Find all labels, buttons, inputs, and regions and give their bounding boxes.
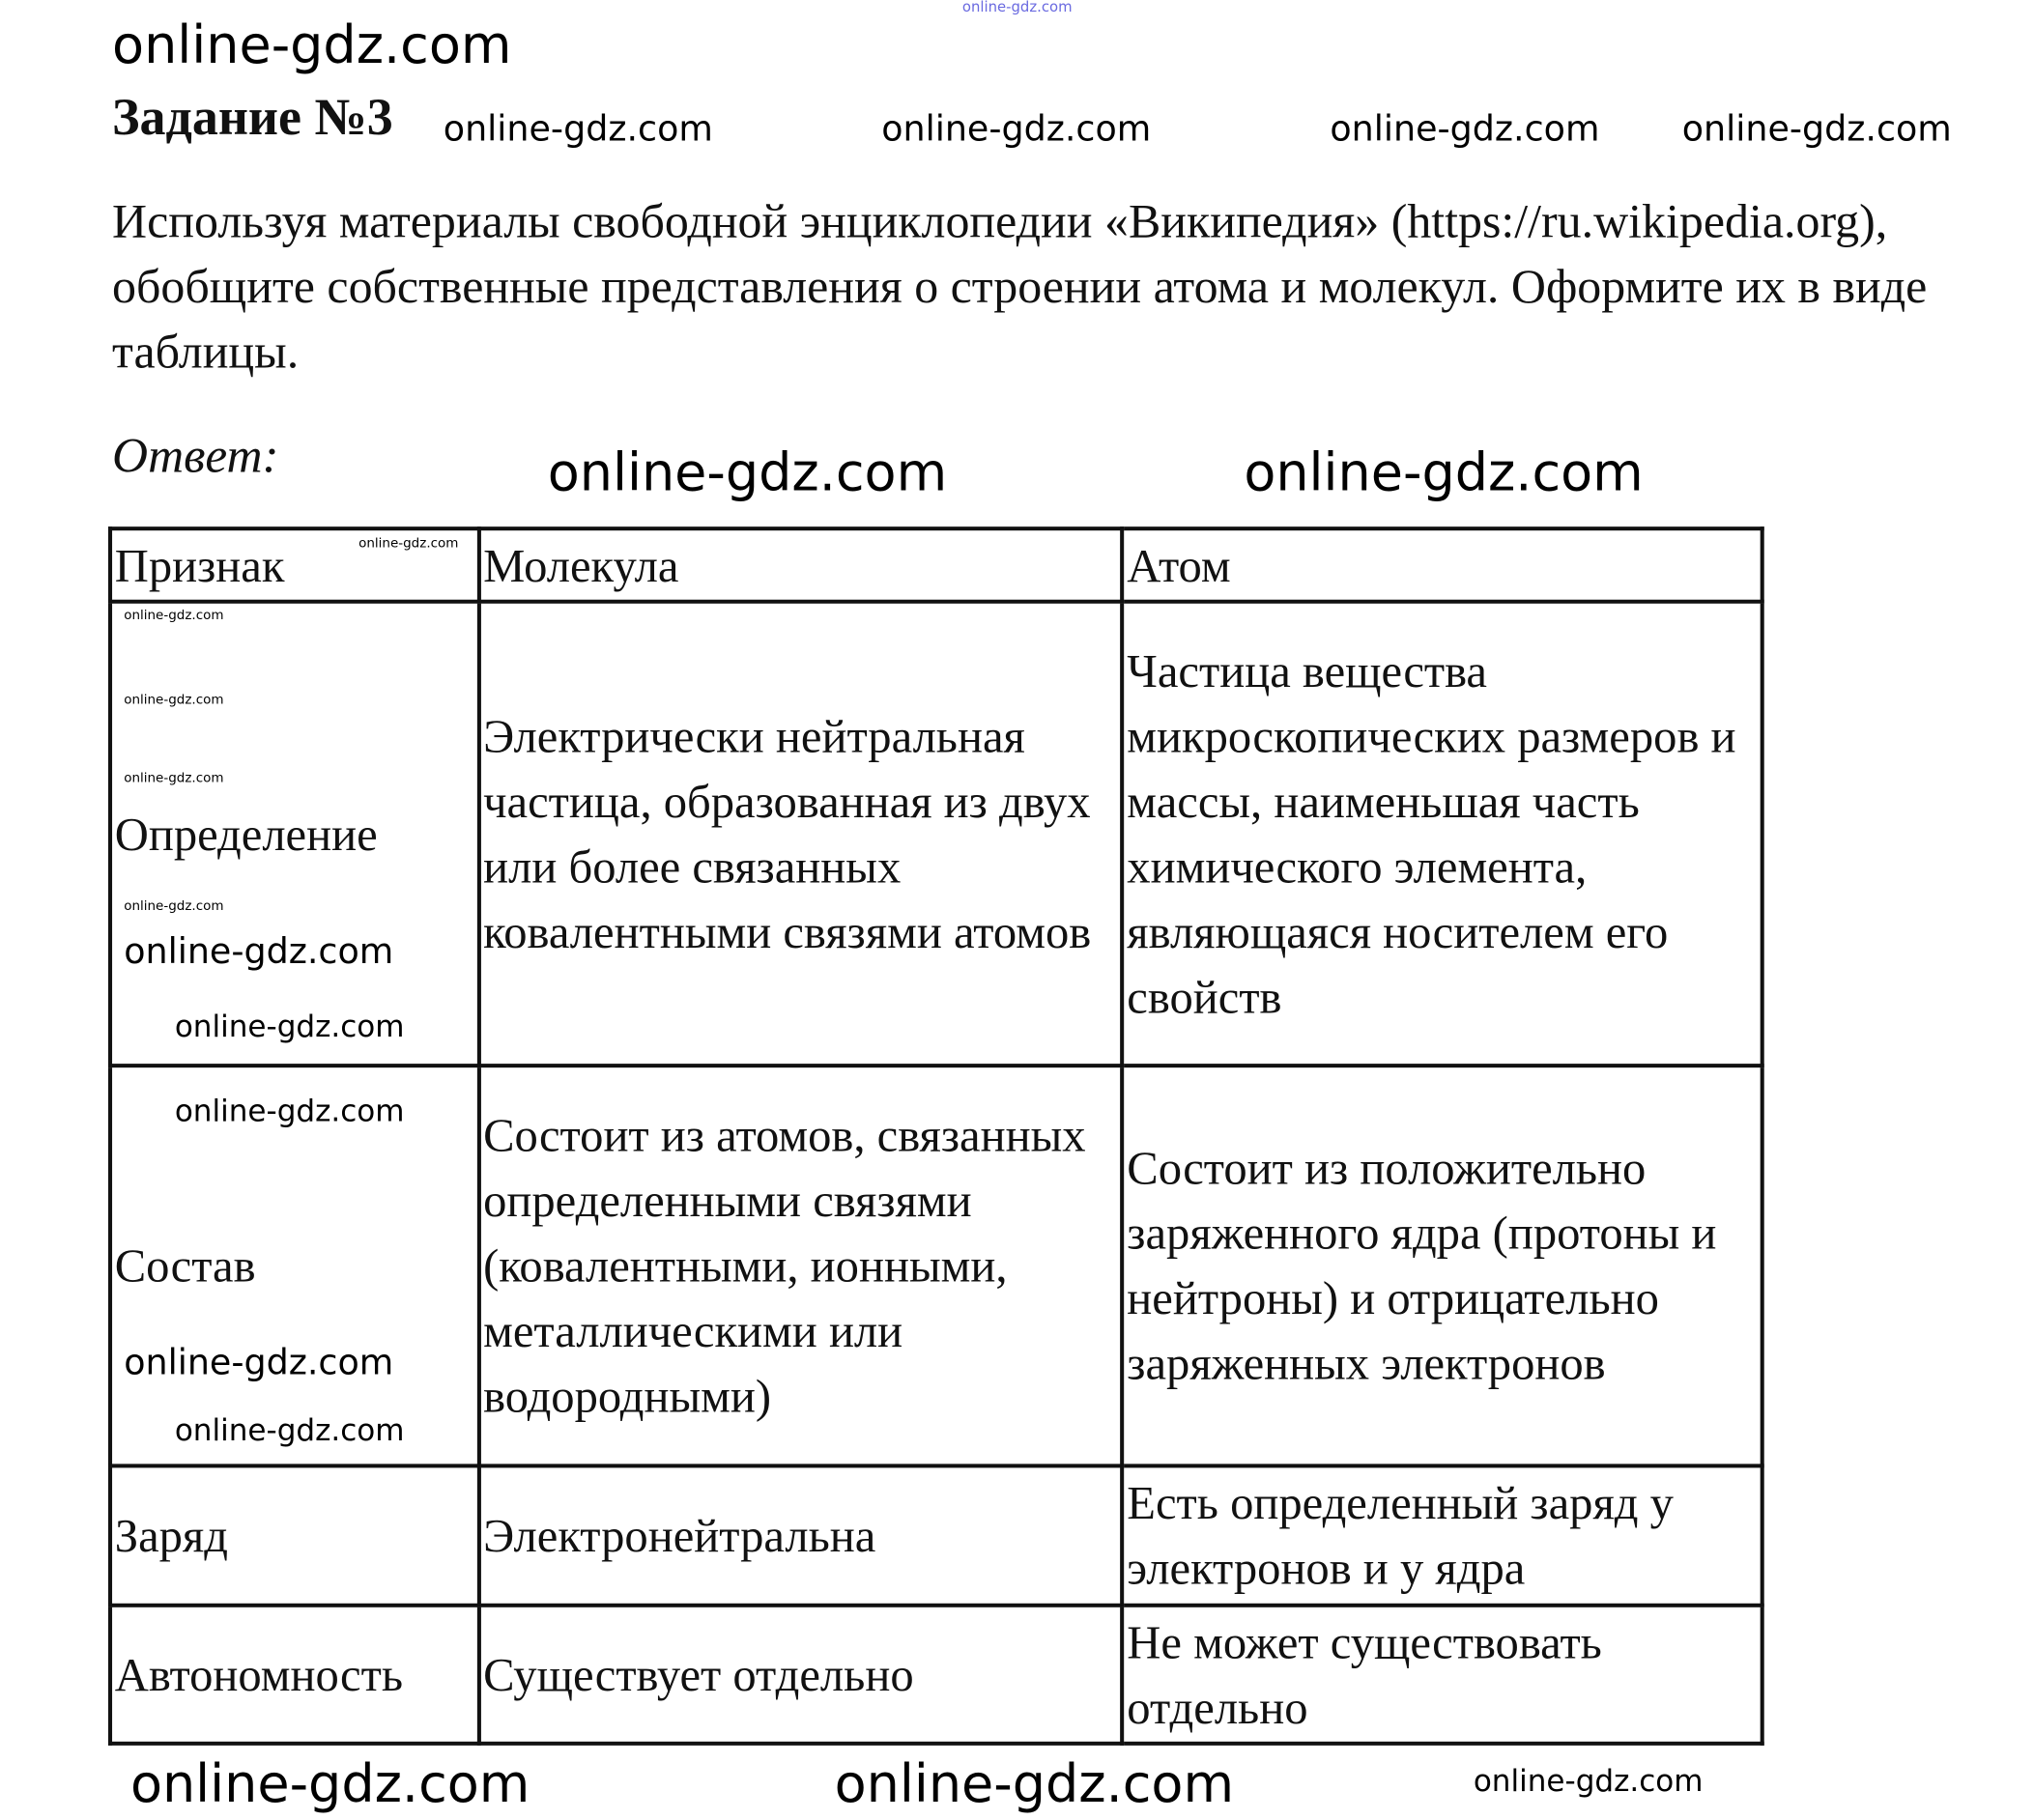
table-cell: Определение [110,602,478,1066]
watermark: online-gdz.com [124,693,224,708]
table-cell: Существует отдельно [478,1606,1122,1744]
watermark: online-gdz.com [174,1095,405,1129]
watermark: online-gdz.com [547,442,948,503]
watermark: online-gdz.com [1681,109,1952,151]
watermark: online-gdz.com [834,1754,1235,1815]
watermark: online-gdz.com [961,0,1073,16]
watermark: online-gdz.com [1244,442,1644,503]
table-cell: Частица вещества микроскопических размеров и массы, наименьшая часть химического элемента, являющаяся носителем его свойств [1123,602,1762,1066]
watermark: online-gdz.com [174,1414,405,1449]
table-row [110,1606,1762,1744]
watermark: online-gdz.com [124,771,224,786]
task-text: Используя материалы свободной энциклопедии «Википедия» (https://ru.wikipedia.org), обобщите собственные представления о строении атома и молекул. Оформите их в виде таблицы. [112,195,1928,380]
table-row [110,602,1762,1066]
table-cell: Заряд [110,1465,478,1605]
watermark: online-gdz.com [124,899,224,914]
table-cell: Состоит из атомов, связанных определенными связями (ковалентными, ионными, металлическими или водородными) [478,1066,1122,1465]
table-cell: Электронейтральна [478,1465,1122,1605]
header-cell: Молекула [478,528,1122,602]
table-row [110,1465,1762,1605]
table-cell: Состав [110,1066,478,1465]
watermark: online-gdz.com [124,609,224,624]
watermark: online-gdz.com [1330,109,1600,151]
watermark: online-gdz.com [124,1342,394,1383]
table-cell: Состоит из положительно заряженного ядра (протоны и нейтроны) и отрицательно заряженных электронов [1123,1066,1762,1465]
header-cell: Атом [1123,528,1762,602]
comparison-table [108,526,1764,1746]
table-cell: Автономность [110,1606,478,1744]
watermark: online-gdz.com [443,109,713,151]
watermark: online-gdz.com [881,109,1152,151]
table-cell: Есть определенный заряд у электронов и у ядра [1123,1465,1762,1605]
watermark: online-gdz.com [112,15,512,76]
table-cell: Не может существовать отдельно [1123,1606,1762,1744]
table-cell: Электрически нейтральная частица, образованная из двух или более связанных ковалентными связями атомов [478,602,1122,1066]
task-title: Задание №3 [112,87,393,147]
watermark: online-gdz.com [1473,1765,1704,1800]
watermark: online-gdz.com [124,931,394,973]
watermark: online-gdz.com [129,1754,530,1815]
watermark: online-gdz.com [358,536,459,552]
watermark: online-gdz.com [174,1010,405,1044]
answer-label: Ответ: [112,428,279,484]
header-cell: Признак [110,528,478,602]
